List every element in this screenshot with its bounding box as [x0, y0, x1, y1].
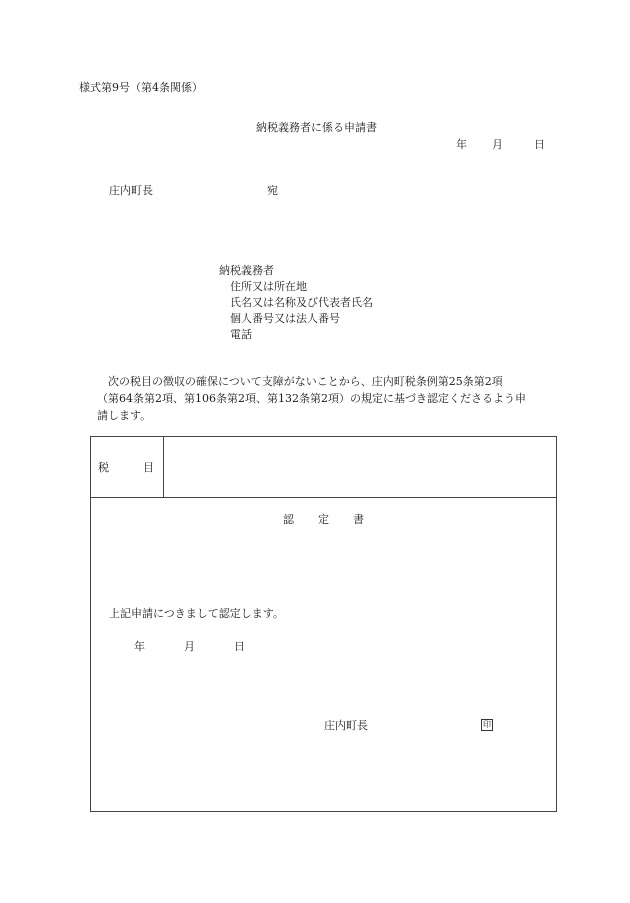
certificate-title-char: 認	[283, 513, 294, 526]
form-table	[90, 436, 557, 812]
date-day-label: 日	[534, 138, 545, 151]
certificate-title-char: 定	[318, 513, 329, 526]
tax-item-label-cell	[91, 437, 164, 497]
applicant-address-label: 住所又は所在地	[230, 280, 307, 293]
request-statement-line: 請します。	[97, 409, 152, 422]
certificate-title	[283, 513, 364, 527]
certificate-date	[134, 640, 245, 654]
request-statement	[97, 373, 559, 424]
tax-item-label-char: 税	[98, 461, 109, 474]
applicant-name-label: 氏名又は名称及び代表者氏名	[230, 296, 373, 309]
addressee-suffix: 宛	[267, 184, 278, 197]
applicant-id-number-label: 個人番号又は法人番号	[230, 312, 340, 325]
date-month-label: 月	[492, 138, 503, 151]
tax-item-label-char: 目	[143, 461, 154, 474]
application-date	[456, 138, 545, 152]
request-statement-line: （第64条第2項、第106条第2項、第132条第2項）の規定に基づき認定くださるよう申	[97, 392, 526, 405]
addressee-name: 庄内町長	[109, 184, 153, 197]
document-title: 納税義務者に係る申請書	[256, 121, 377, 134]
applicant-heading: 納税義務者	[219, 264, 274, 277]
applicant-block	[219, 263, 373, 343]
date-year-label: 年	[456, 138, 467, 151]
certificate-title-char: 書	[353, 513, 364, 526]
certificate-year-label: 年	[134, 640, 145, 653]
request-statement-line: 次の税目の徴収の確保について支障がないことから、庄内町税条例第25条第2項	[108, 375, 503, 388]
tax-item-label	[98, 459, 154, 475]
tax-item-value-field[interactable]	[164, 437, 556, 497]
tax-item-row	[91, 437, 556, 498]
addressee	[109, 184, 278, 198]
certificate-month-label: 月	[184, 640, 195, 653]
certificate-mayor: 庄内町長	[324, 719, 368, 732]
applicant-phone-label: 電話	[230, 328, 252, 341]
certificate-day-label: 日	[234, 640, 245, 653]
certificate-statement: 上記申請につきまして認定します。	[109, 607, 284, 620]
seal-icon: 印	[483, 720, 491, 729]
form-number-label: 様式第9号（第4条関係）	[79, 81, 203, 94]
